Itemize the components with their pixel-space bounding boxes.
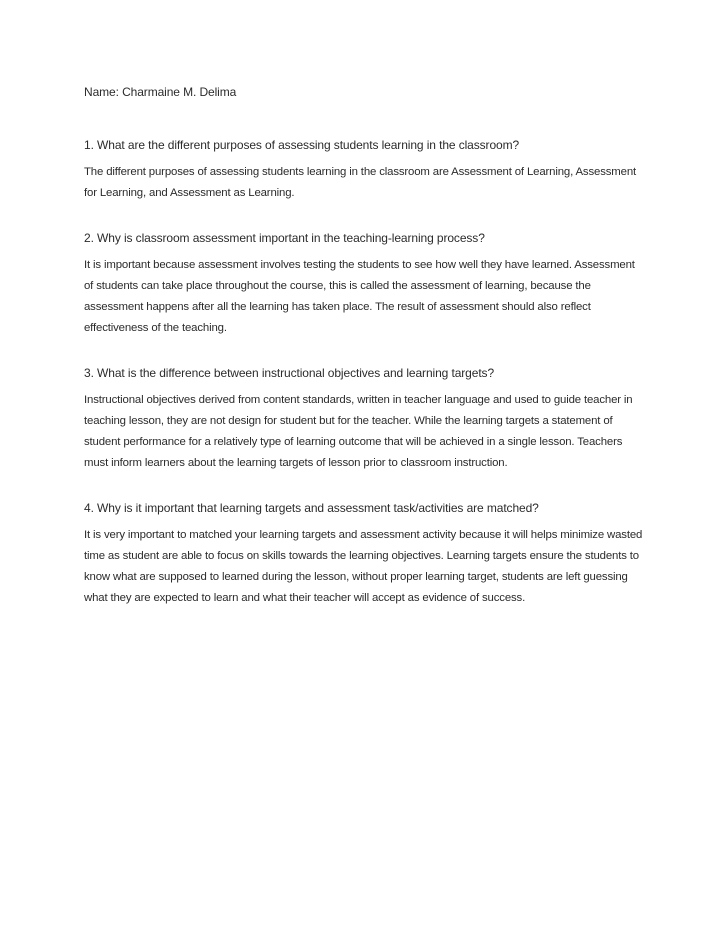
answer-1: The different purposes of assessing students learning in the classroom are Assessment of Learning, Assessment for Learning, and Assessment as Learning. [84,166,637,199]
answer-3: Instructional objectives derived from content standards, written in teacher language and used to guide teacher in teaching lesson, they are not design for student but for the teacher. While the learning targets a statement of student performance for a relatively type of learning outcome that will be achieved in a single lesson. Teachers must inform learners about the learning targets of lesson prior to classroom instruction. [84,394,633,469]
answer-4: It is very important to matched your learning targets and assessment activity because it will helps minimize wasted time as student are able to focus on skills towards the learning objectives. Learning targets ensure the students to know what are supposed to learned during the lesson, without proper learning target, students are left guessing what they are expected to learn and what their teacher will accept as evidence of success. [84,529,643,604]
qa-item-2 [84,230,644,339]
question-4: 4. Why is it important that learning targets and assessment task/activities are matched? [84,501,539,515]
qa-item-3 [84,365,644,474]
qa-item-4 [84,500,644,609]
question-3: 3. What is the difference between instructional objectives and learning targets? [84,366,495,380]
question-1: 1. What are the different purposes of assessing students learning in the classroom? [84,138,520,152]
question-2: 2. Why is classroom assessment important in the teaching-learning process? [84,231,485,245]
answer-2: It is important because assessment involves testing the students to see how well they have learned. Assessment of students can take place throughout the course, this is called the assessment of learning, because the assessment happens after all the learning has taken place. The result of assessment should also reflect effectiveness of the teaching. [84,259,635,334]
qa-item-1 [84,137,644,204]
document-body [84,84,644,635]
student-name: Name: Charmaine M. Delima [84,85,237,99]
